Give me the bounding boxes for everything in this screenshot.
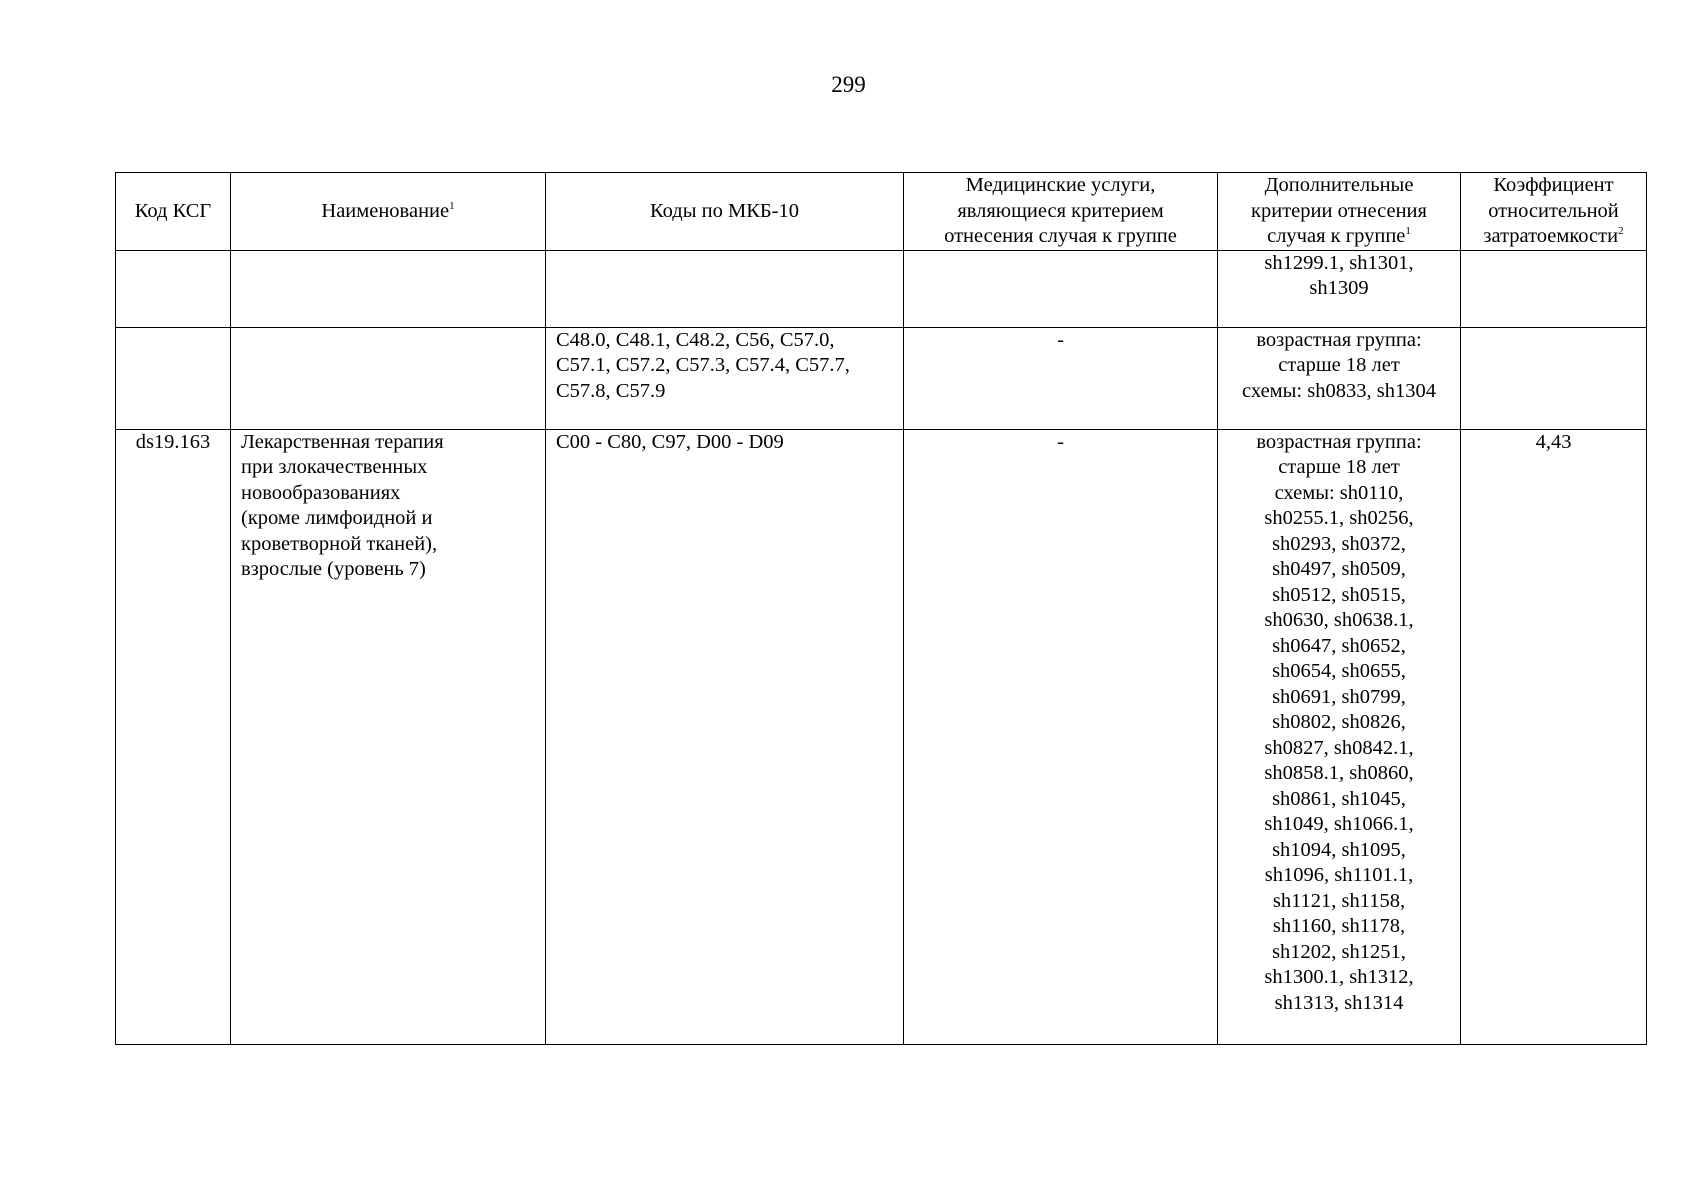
- cell-name: Лекарственная терапия при злокачественных новообразованиях (кроме лимфоидной и кроветворной тканей), взрослые (уровень 7): [231, 429, 546, 1044]
- table-row: [116, 327, 1647, 429]
- header-criteria: Дополнительные критерии отнесения случая к группе$^1$: [1218, 173, 1461, 251]
- cell-code: [116, 250, 231, 327]
- header-code: Код КСГ: [116, 173, 231, 251]
- table-row: [116, 429, 1647, 1044]
- cell-mkb: C48.0, C48.1, C48.2, C56, C57.0, C57.1, C57.2, C57.3, C57.4, C57.7, C57.8, C57.9: [546, 327, 904, 429]
- header-services: Медицинские услуги, являющиеся критерием отнесения случая к группе: [904, 173, 1218, 251]
- cell-mkb: C00 - C80, C97, D00 - D09: [546, 429, 904, 1044]
- cell-criteria: возрастная группа: старше 18 лет схемы: sh0110, sh0255.1, sh0256, sh0293, sh0372, sh0497, sh0509, sh0512, sh0515, sh0630, sh0638.1, sh0647, sh0652, sh0654, sh0655, sh0691, sh0799, sh0802, sh0826, sh0827, sh0842.1, sh0858.1, sh0860, sh0861, sh1045, sh1049, sh1066.1, sh1094, sh1095, sh1096, sh1101.1, sh1121, sh1158, sh1160, sh1178, sh1202, sh1251, sh1300.1, sh1312, sh1313, sh1314: [1218, 429, 1461, 1044]
- cell-mkb: [546, 250, 904, 327]
- cell-services: -: [904, 327, 1218, 429]
- cell-services: -: [904, 429, 1218, 1044]
- table-header-row: [116, 173, 1647, 251]
- cell-services: [904, 250, 1218, 327]
- table-row: [116, 250, 1647, 327]
- cell-criteria: возрастная группа: старше 18 лет схемы: sh0833, sh1304: [1218, 327, 1461, 429]
- footnote-marker: 1: [449, 199, 455, 212]
- cell-code: ds19.163: [116, 429, 231, 1044]
- cell-name: [231, 327, 546, 429]
- header-coefficient: Коэффициент относительной затратоемкости$^2$: [1461, 173, 1647, 251]
- cell-name: [231, 250, 546, 327]
- page-number: 299: [831, 72, 866, 97]
- cell-coefficient: 4,43: [1461, 429, 1647, 1044]
- cell-coefficient: [1461, 250, 1647, 327]
- header-mkb: Коды по МКБ-10: [546, 173, 904, 251]
- ksg-table: [115, 172, 1647, 1045]
- cell-coefficient: [1461, 327, 1647, 429]
- cell-criteria: sh1299.1, sh1301, sh1309: [1218, 250, 1461, 327]
- cell-code: [116, 327, 231, 429]
- footnote-marker: 2: [1618, 225, 1624, 238]
- header-name: Наименование$^1$: [231, 173, 546, 251]
- footnote-marker: 1: [1405, 225, 1411, 238]
